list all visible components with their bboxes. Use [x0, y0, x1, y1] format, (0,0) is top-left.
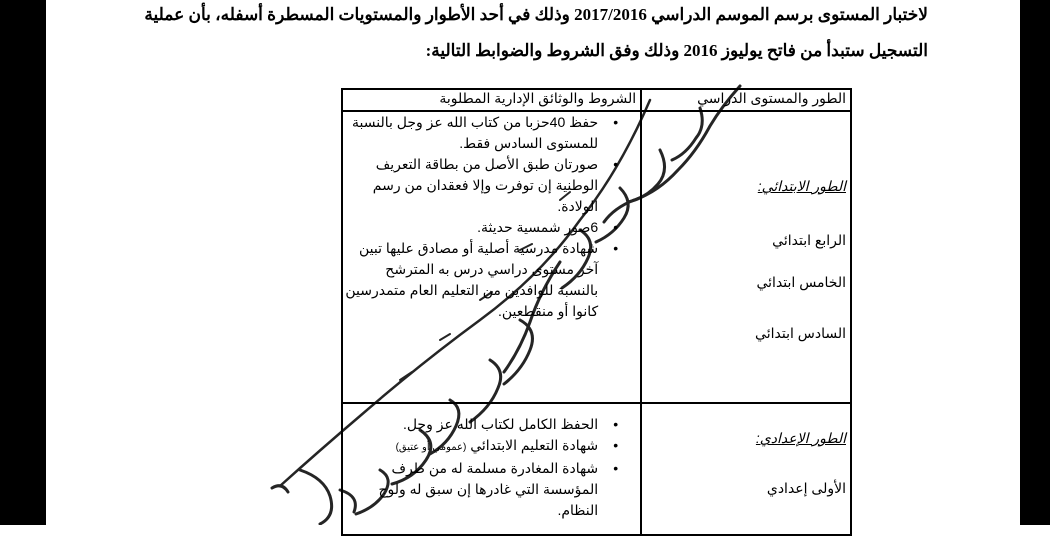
bullet-icon: • [613, 460, 619, 476]
list-item: • شهادة التعليم الابتدائي (عمومي أو عتيق) [343, 435, 634, 458]
primary-level-cell [641, 111, 851, 403]
middle-grade-1: الأولى إعدادي [766, 480, 846, 496]
page-edge-right [1020, 0, 1050, 525]
page-edge-left [0, 0, 46, 525]
list-item: • 6صور شمسية حديثة. [343, 217, 634, 238]
middle-docs-list [343, 404, 640, 521]
list-item: • الحفظ الكامل لكتاب الله عز وجل. [343, 414, 634, 435]
primary-grade-4: الرابع ابتدائي [772, 232, 846, 248]
primary-docs-list [343, 112, 640, 322]
table-row-primary [342, 111, 851, 403]
primary-grade-5: الخامس ابتدائي [756, 274, 846, 290]
list-item: • حفظ 40حزبا من كتاب الله عز وجل بالنسبة للمستوى السادس فقط. [352, 114, 619, 151]
intro-line-2: التسجيل ستبدأ من فاتح يوليوز 2016 وذلك وفق الشروط والضوابط التالية: [425, 41, 928, 60]
list-item: • صورتان طبق الأصل من بطاقة التعريف الوطنية إن توفرت وإلا فعقدان من رسم الولادة. [372, 156, 619, 214]
docs-note: (عمومي أو عتيق) [395, 442, 467, 453]
primary-stage-title: الطور الابتدائي: [757, 178, 846, 194]
requirements-table [341, 88, 852, 536]
primary-docs-cell [342, 111, 641, 403]
bullet-icon: • [613, 156, 619, 172]
list-item: • شهادة المغادرة مسلمة له من طرف المؤسسة التي غادرها إن سبق له ولوج النظام. [378, 460, 619, 518]
middle-level-cell [641, 403, 851, 535]
table-row-middle [342, 403, 851, 535]
intro-line-1: لاختبار المستوى برسم الموسم الدراسي 2017/2016 وذلك في أحد الأطوار والمستويات المسطرة أسفله، بأن عملية [144, 5, 928, 24]
bullet-icon: • [613, 114, 619, 130]
middle-stage-title: الطور الإعدادي: [755, 430, 846, 446]
bullet-icon: • [613, 240, 619, 256]
bullet-icon: • [613, 437, 619, 453]
list-item: • شهادة مدرسية أصلية أو مصادق عليها تبين آخر مستوى دراسي درس به المترشح بالنسبة للوافدين من التعليم العام متمدرسين كانوا أو منقطعين. [345, 240, 619, 319]
primary-grade-6: السادس ابتدائي [755, 325, 846, 341]
header-level: الطور والمستوى الدراسي [641, 89, 851, 111]
middle-docs-cell [342, 403, 641, 535]
bullet-icon: • [613, 219, 619, 235]
header-docs: الشروط والوثائق الإدارية المطلوبة [342, 89, 641, 111]
bullet-icon: • [613, 416, 619, 432]
